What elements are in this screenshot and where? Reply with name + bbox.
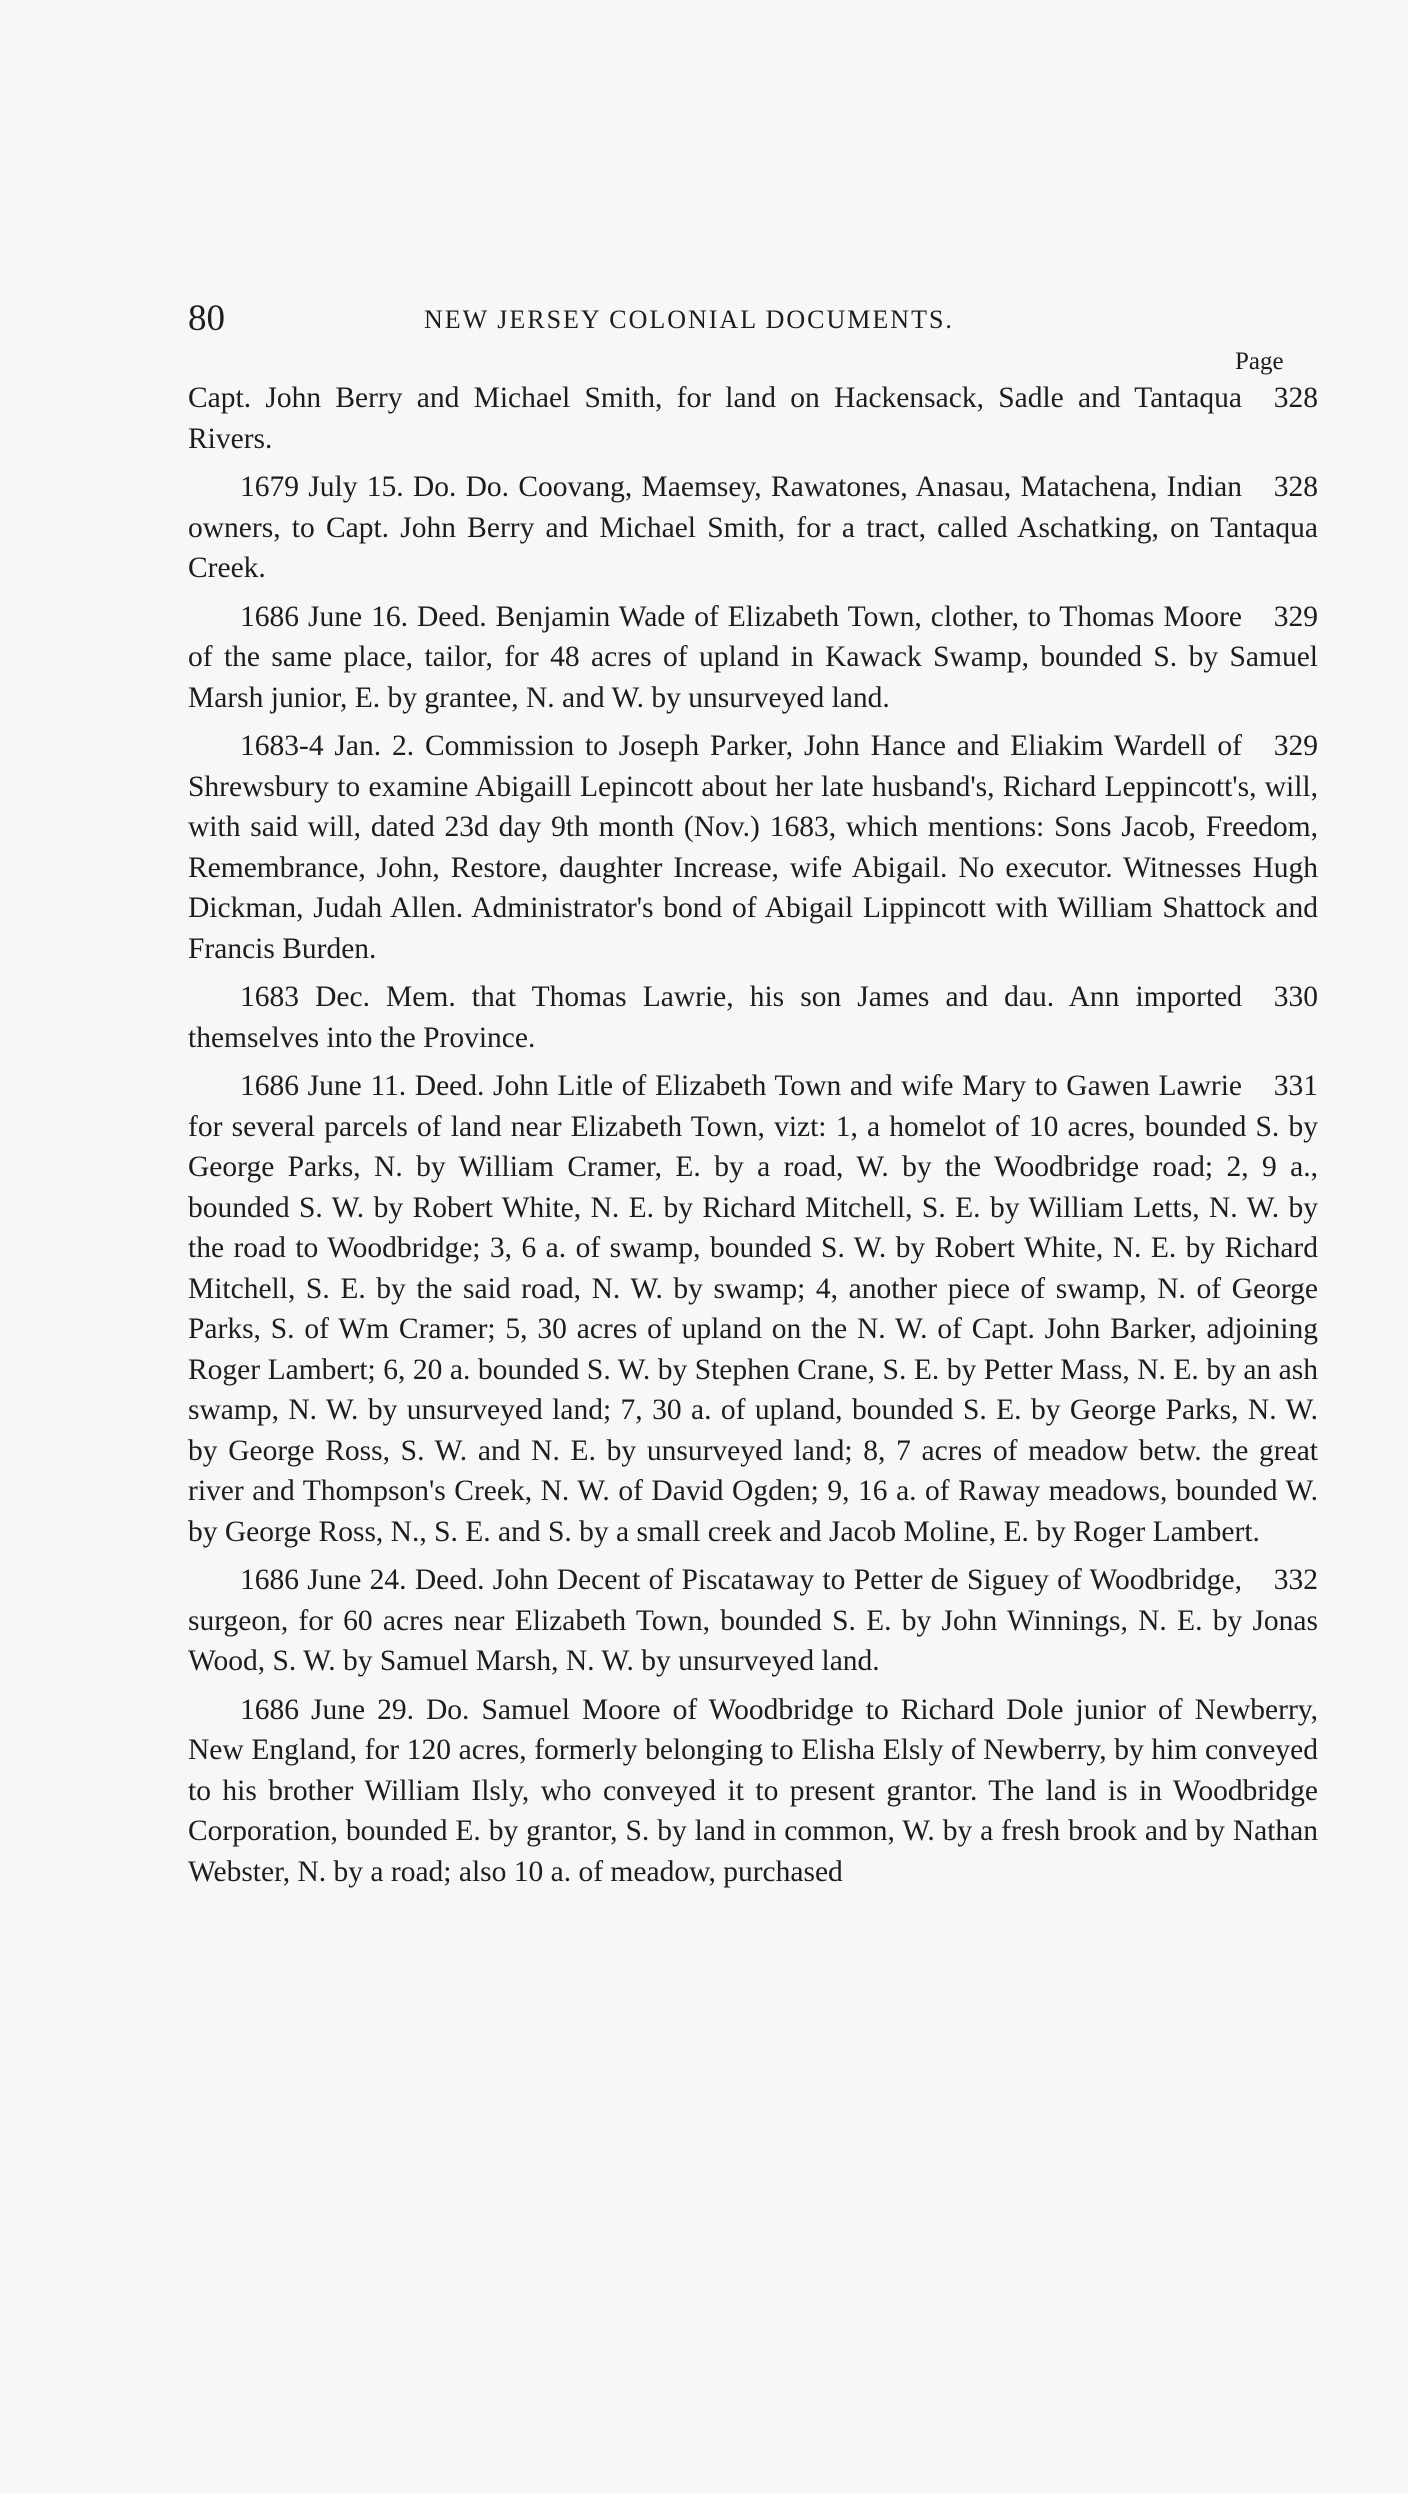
page-reference: 328: [1273, 382, 1318, 414]
entry-text: 1686 June 29. Do. Samuel Moore of Woodbridge to Richard Dole junior of Newberry, New England, for 120 acres, formerly belonging to Elisha Elsly of Newberry, by him conveyed to his brother William Ilsly, who conveyed it to present grantor. The land is in Woodbridge Corporation, bounded E. by grantor, S. by land in common, W. by a fresh brook and by Nathan Webster, N. by a road; also 10 a. of meadow, purchased: [188, 1693, 1318, 1888]
entry-text: 1686 June 16. Deed. Benjamin Wade of Elizabeth Town, clother, to Thomas Moore of the same place, tailor, for 48 acres of upland in Kawack Swamp, bounded S. by Samuel Marsh junior, E. by grantee, N. and W. by unsurveyed land.: [188, 600, 1318, 714]
entry-text: 1686 June 11. Deed. John Litle of Elizabeth Town and wife Mary to Gawen Lawrie for several parcels of land near Elizabeth Town, vizt: 1, a homelot of 10 acres, bounded S. by George Parks, N. by William Cramer, E. by a road, W. by the Woodbridge road; 2, 9 a., bounded S. W. by Robert White, N. E. by Richard Mitchell, S. E. by William Letts, N. W. by the road to Woodbridge; 3, 6 a. of swamp, bounded S. W. by Robert White, N. E. by Richard Mitchell, S. E. by the said road, N. W. by swamp; 4, another piece of swamp, N. of George Parks, S. of Wm Cramer; 5, 30 acres of upland on the N. W. of Capt. John Barker, adjoining Roger Lambert; 6, 20 a. bounded S. W. by Stephen Crane, S. E. by Petter Mass, N. E. by an ash swamp, N. W. by unsurveyed land; 7, 30 a. of upland, bounded S. E. by George Parks, N. W. by George Ross, S. W. and N. E. by unsurveyed land; 8, 7 acres of meadow betw. the great river and Thompson's Creek, N. W. of David Ogden; 9, 16 a. of Raway meadows, bounded W. by George Ross, N., S. E. and S. by a small creek and Jacob Moline, E. by Roger Lambert.: [188, 1070, 1318, 1548]
page-reference: 329: [1273, 600, 1318, 633]
page-reference: 331: [1273, 1070, 1318, 1102]
entry-text: 1683-4 Jan. 2. Commission to Joseph Parker, John Hance and Eliakim Wardell of Shrewsbury to examine Abigaill Lepincott about her late husband's, Richard Leppincott's, will, with said will, dated 23d day 9th month (Nov.) 1683, which mentions: Sons Jacob, Freedom, Remembrance, John, Restore, daughter Increase, wife Abigail. No executor. Witnesses Hugh Dickman, Judah Allen. Administrator's bond of Abigail Lippincott with William Shattock and Francis Burden.: [188, 730, 1318, 965]
entry-text: 1686 June 24. Deed. John Decent of Piscataway to Petter de Siguey of Woodbridge, surgeon, for 60 acres near Elizabeth Town, bounded S. E. by John Winnings, N. E. by Jonas Wood, S. W. by Samuel Marsh, N. W. by unsurveyed land.: [188, 1564, 1318, 1677]
document-body: [188, 378, 1318, 1900]
running-title: NEW JERSEY COLONIAL DOCUMENTS.: [424, 305, 954, 334]
document-entry: [188, 467, 1318, 589]
page-reference: 329: [1273, 730, 1318, 762]
document-entry: [188, 597, 1318, 719]
document-entry: [188, 1690, 1318, 1893]
document-entry: [188, 726, 1318, 969]
document-entry: [188, 1066, 1318, 1552]
page-number: 80: [188, 298, 225, 339]
page-reference: 332: [1273, 1564, 1318, 1596]
entry-text: Capt. John Berry and Michael Smith, for land on Hackensack, Sadle and Tantaqua Rivers.: [188, 382, 1242, 455]
document-entry: [188, 378, 1318, 459]
document-entry: [188, 1560, 1318, 1682]
page-column-label: Page: [1235, 348, 1284, 375]
entry-text: 1683 Dec. Mem. that Thomas Lawrie, his son James and dau. Ann imported themselves into the Province.: [188, 981, 1242, 1054]
page-reference: 330: [1273, 981, 1318, 1013]
page-reference: 328: [1273, 471, 1318, 503]
entry-text: 1679 July 15. Do. Do. Coovang, Maemsey, Rawatones, Anasau, Matachena, Indian owners, to Capt. John Berry and Michael Smith, for a tract, called Aschatking, on Tantaqua Creek.: [188, 471, 1318, 584]
document-entry: [188, 977, 1318, 1058]
page-header: [188, 296, 1318, 342]
